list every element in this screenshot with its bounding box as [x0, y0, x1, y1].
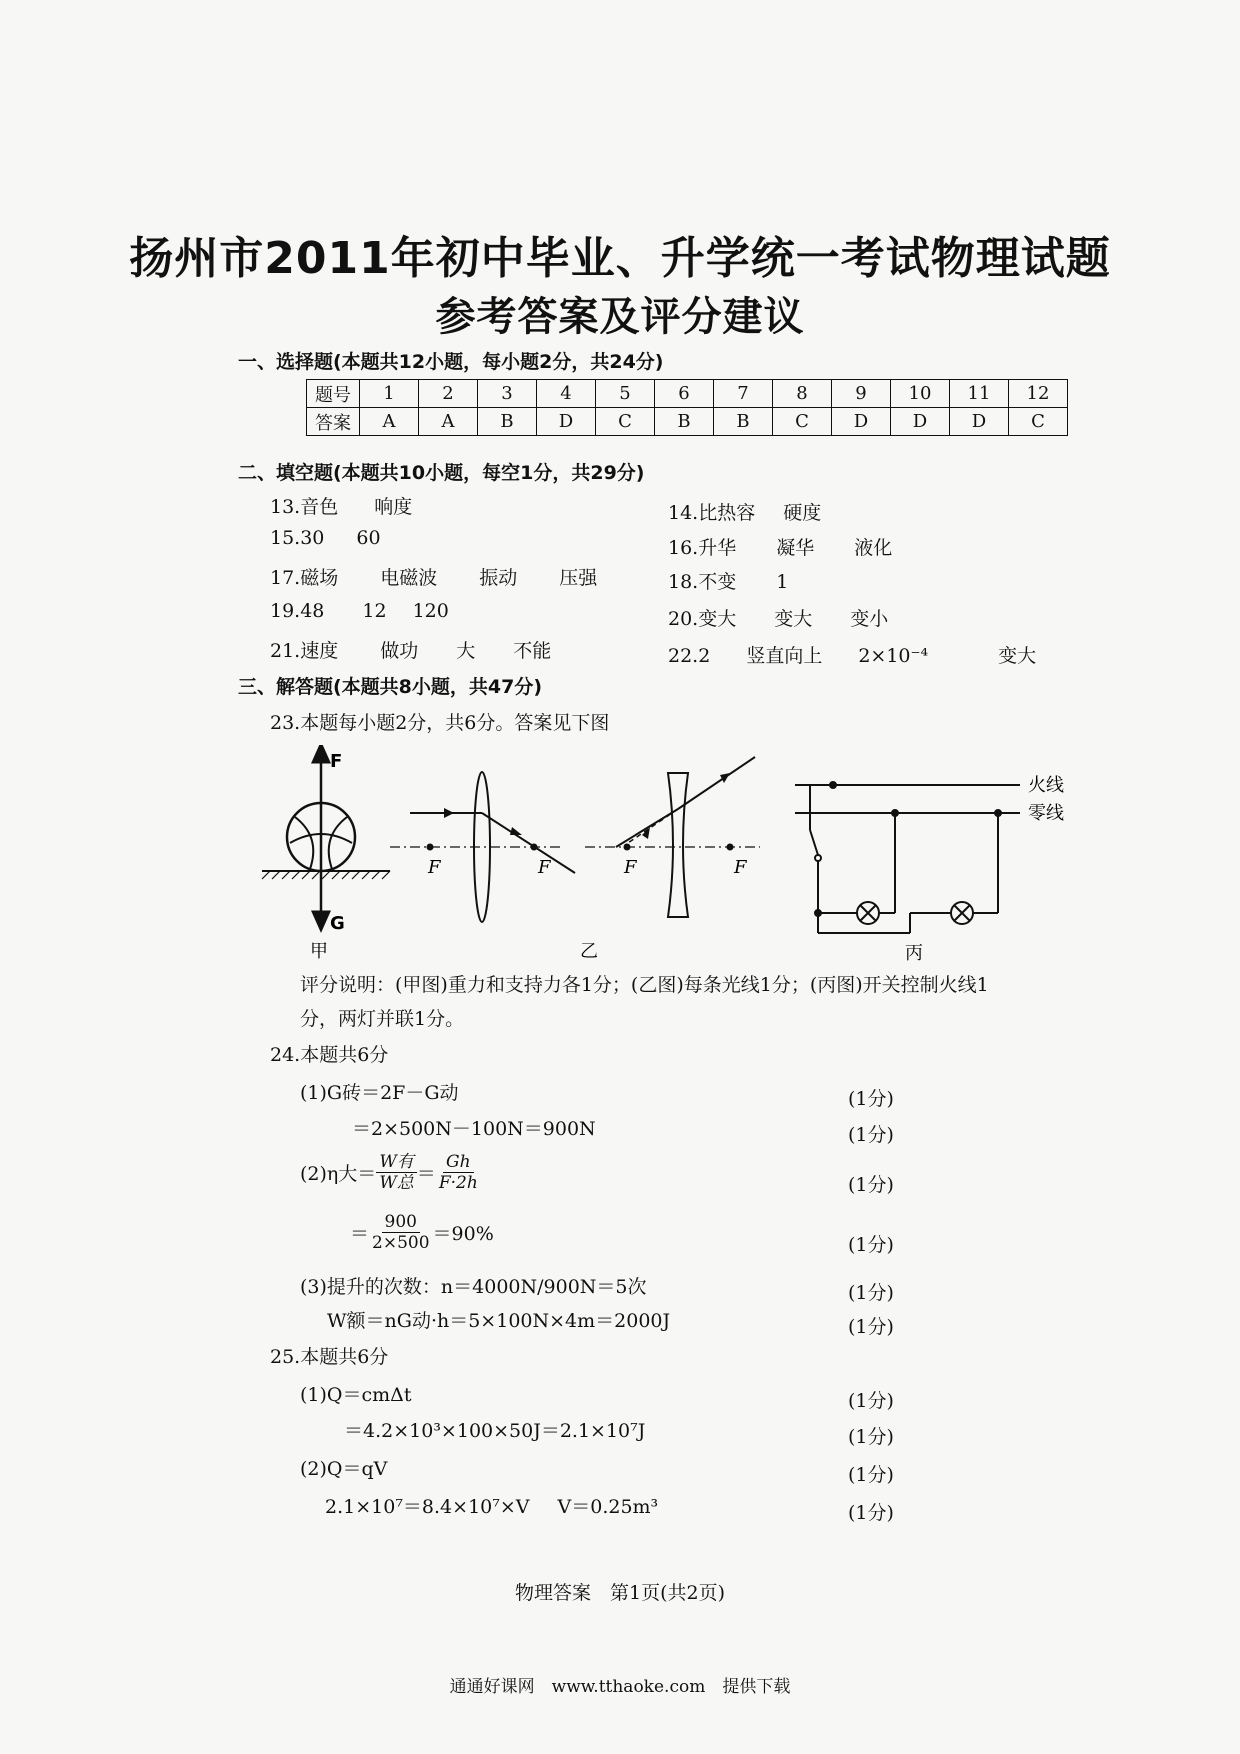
question-number: 10 [891, 380, 950, 408]
answer-cell: A [360, 408, 419, 436]
question-number: 1 [360, 380, 419, 408]
point-mark: (1分) [848, 1234, 894, 1256]
point-mark: (1分) [848, 1282, 894, 1304]
answer-q19: 19.48 12 120 [270, 600, 449, 622]
section3-heading: 三、解答题(本题共8小题，共47分) [238, 676, 543, 698]
q25-line1: (1)Q＝cmΔt [300, 1384, 412, 1406]
answer-q13: 13.音色 响度 [270, 496, 413, 518]
question-number: 9 [832, 380, 891, 408]
answer-q14: 14.比热容 硬度 [668, 502, 822, 524]
question-number: 12 [1009, 380, 1068, 408]
answer-cell: B [655, 408, 714, 436]
q23-note-line2: 分，两灯并联1分。 [300, 1008, 465, 1030]
q25-line4: 2.1×10⁷＝8.4×10⁷×V V＝0.25m³ [325, 1496, 659, 1518]
answer-cell: B [478, 408, 537, 436]
table-label-number: 题号 [307, 380, 360, 408]
page-footer: 物理答案 第1页(共2页) [514, 1582, 725, 1604]
point-mark: (1分) [848, 1502, 894, 1524]
answer-q21: 21.速度 做功 大 不能 [270, 640, 552, 662]
answer-q16: 16.升华 凝华 液化 [668, 537, 893, 559]
answer-table [306, 379, 1068, 436]
force-g-label: G [330, 913, 345, 934]
live-wire-label: 火线 [1028, 775, 1064, 796]
q23-note-line1: 评分说明：(甲图)重力和支持力各1分；(乙图)每条光线1分；(丙图)开关控制火线1 [300, 974, 989, 996]
page-subtitle: 参考答案及评分建议 [435, 294, 805, 340]
answer-q18: 18.不变 1 [668, 571, 789, 593]
table-label-answer: 答案 [307, 408, 360, 436]
question-number: 4 [537, 380, 596, 408]
point-mark: (1分) [848, 1390, 894, 1412]
point-mark: (1分) [848, 1088, 894, 1110]
q24-line6: W额＝nG动·h＝5×100N×4m＝2000J [327, 1310, 671, 1332]
neutral-wire-label: 零线 [1028, 803, 1064, 824]
answer-cell: A [419, 408, 478, 436]
watermark: 通通好课网 www.tthaoke.com 提供下载 [449, 1677, 791, 1697]
concave-lens [668, 773, 688, 917]
question-number: 3 [478, 380, 537, 408]
section2-heading: 二、填空题(本题共10小题，每空1分，共29分) [238, 462, 645, 484]
page-title: 扬州市2011年初中毕业、升学统一考试物理试题 [129, 233, 1111, 284]
force-f-label: F [330, 751, 343, 772]
answer-cell: D [537, 408, 596, 436]
answer-q15: 15.30 60 [270, 527, 381, 549]
q24-line4: ＝ $\frac{900}{2\times 500}$ ＝90% [350, 1212, 494, 1253]
q23-intro: 23.本题每小题2分，共6分。答案见下图 [270, 712, 610, 734]
point-mark: (1分) [848, 1124, 894, 1146]
q24-line3: (2)η大＝ $\frac{\text{W有}}{\text{W总}}$ ＝ $\frac{Gh}{F\cdot 2h}$ [300, 1152, 478, 1193]
question-number: 2 [419, 380, 478, 408]
q25-intro: 25.本题共6分 [270, 1346, 389, 1368]
question-number: 7 [714, 380, 773, 408]
q24-line2: ＝2×500N－100N＝900N [352, 1118, 596, 1140]
answer-cell: B [714, 408, 773, 436]
figure-label-yi: 乙 [580, 941, 598, 962]
question-number: 11 [950, 380, 1009, 408]
answer-cell: D [832, 408, 891, 436]
figure-jia [262, 751, 390, 934]
answer-cell: D [950, 408, 1009, 436]
figure-bing-circuit [795, 782, 1020, 933]
focus-label: F [538, 857, 551, 878]
point-mark: (1分) [848, 1426, 894, 1448]
figure-label-jia: 甲 [310, 941, 328, 962]
section1-heading: 一、选择题(本题共12小题，每小题2分，共24分) [238, 351, 664, 373]
q24-intro: 24.本题共6分 [270, 1044, 389, 1066]
focus-label: F [428, 857, 441, 878]
figure-label-bing: 丙 [905, 943, 923, 964]
point-mark: (1分) [848, 1316, 894, 1338]
answer-cell: C [1009, 408, 1068, 436]
q24-line5: (3)提升的次数：n＝4000N/900N＝5次 [300, 1276, 647, 1298]
question-number: 6 [655, 380, 714, 408]
q25-line2: ＝4.2×10³×100×50J＝2.1×10⁷J [344, 1420, 646, 1442]
question-number: 8 [773, 380, 832, 408]
figure-yi-concave [585, 757, 760, 917]
q24-line1: (1)G砖＝2F－G动 [300, 1082, 459, 1104]
figure-yi-convex [390, 772, 575, 922]
answer-cell: C [773, 408, 832, 436]
q25-line3: (2)Q＝qV [300, 1458, 388, 1480]
answer-q22: 22.2 竖直向上 2×10⁻⁴ 变大 [668, 645, 1037, 667]
point-mark: (1分) [848, 1174, 894, 1196]
answer-cell: D [891, 408, 950, 436]
question-number: 5 [596, 380, 655, 408]
answer-q17: 17.磁场 电磁波 振动 压强 [270, 567, 598, 589]
answer-q20: 20.变大 变大 变小 [668, 608, 889, 630]
q23-figures [250, 745, 1100, 965]
answer-cell: C [596, 408, 655, 436]
focus-label: F [624, 857, 637, 878]
point-mark: (1分) [848, 1464, 894, 1486]
focus-label: F [734, 857, 747, 878]
